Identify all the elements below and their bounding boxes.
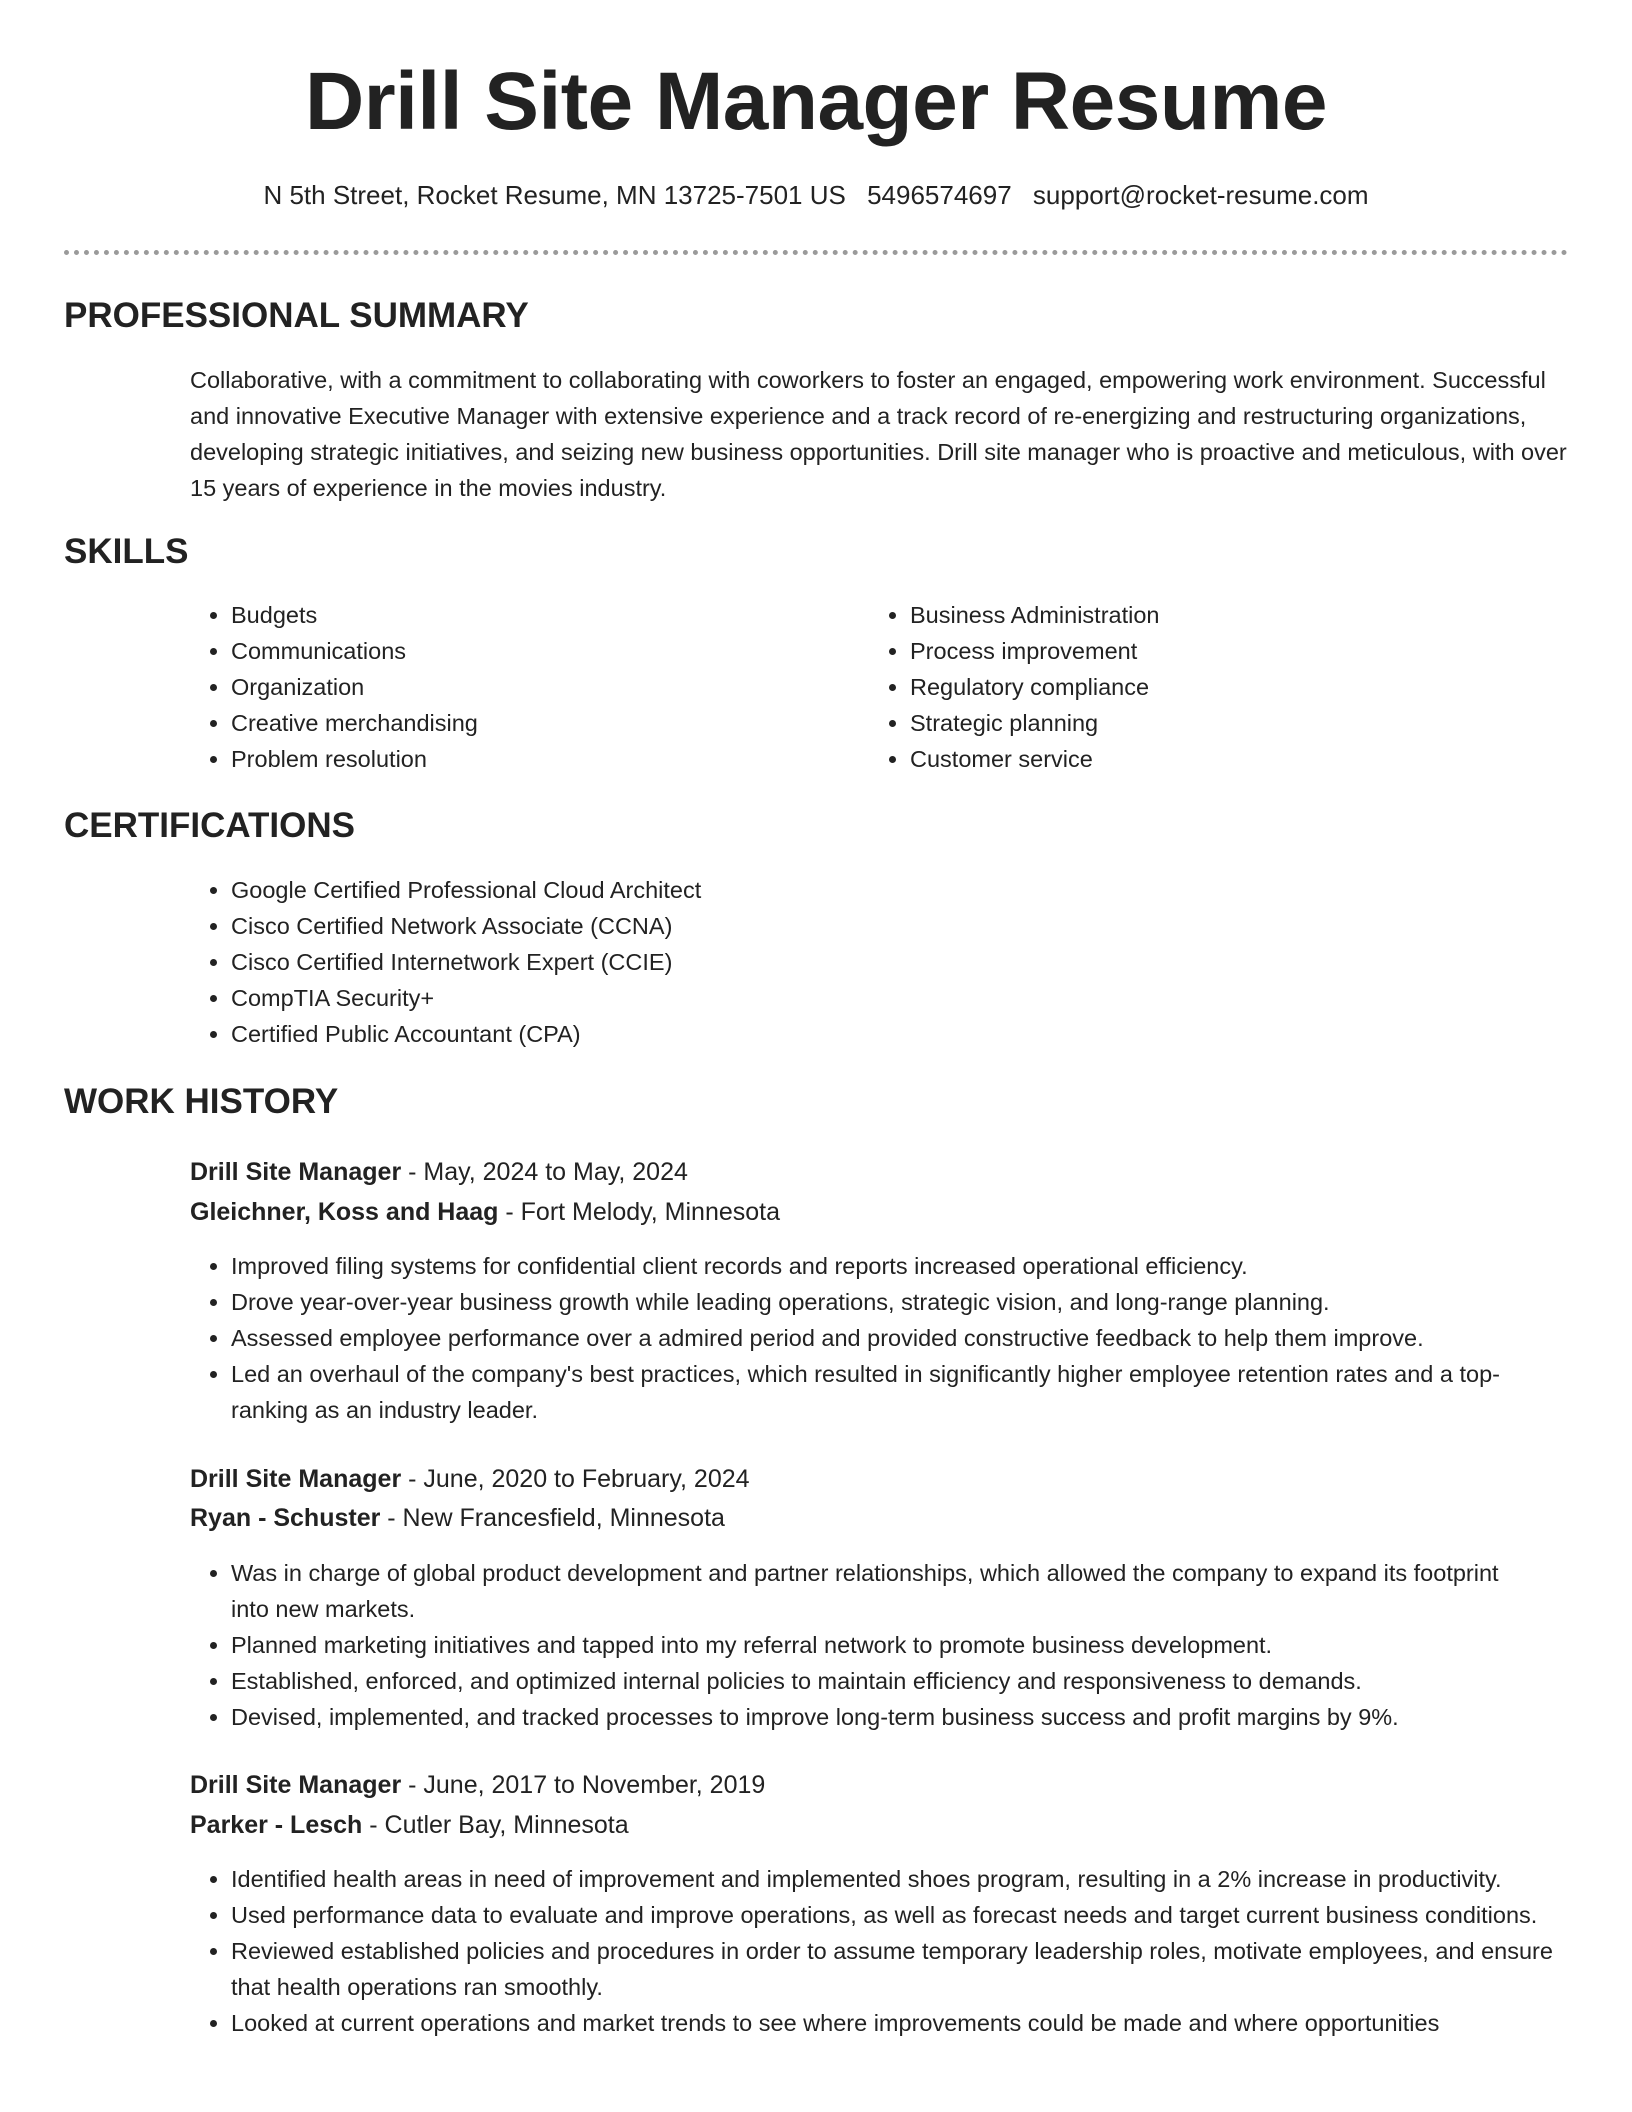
job-dates: - June, 2017 to November, 2019 bbox=[401, 1771, 766, 1799]
job-bullet: • Assessed employee performance over a admired period and provided constructive feedback to help them improve. bbox=[231, 1320, 1571, 1356]
skills-list-left bbox=[187, 597, 791, 777]
skill-item: • Organization bbox=[231, 669, 791, 705]
job-title-line bbox=[190, 1154, 688, 1190]
job-title: Drill Site Manager bbox=[190, 1465, 402, 1493]
skill-item: • Problem resolution bbox=[231, 741, 791, 777]
job-bullet: • Was in charge of global product development and partner relationships, which allowed the company to expand its footprint into new markets. bbox=[231, 1555, 1531, 1627]
certification-item: • Cisco Certified Internetwork Expert (CCIE) bbox=[231, 944, 1531, 980]
job-bullet: • Drove year-over-year business growth while leading operations, strategic vision, and long-range planning. bbox=[231, 1284, 1571, 1320]
summary-heading: PROFESSIONAL SUMMARY bbox=[64, 296, 529, 335]
skill-item: • Communications bbox=[231, 633, 791, 669]
job-bullet: • Established, enforced, and optimized internal policies to maintain efficiency and responsiveness to demands. bbox=[231, 1663, 1531, 1699]
skill-item: • Business Administration bbox=[910, 597, 1510, 633]
contact-email: support@rocket-resume.com bbox=[1032, 180, 1369, 210]
skill-item: • Budgets bbox=[231, 597, 791, 633]
job-location: - New Francesfield, Minnesota bbox=[380, 1504, 725, 1532]
contact-address: N 5th Street, Rocket Resume, MN 13725-7501 US bbox=[263, 180, 846, 210]
skills-list-right bbox=[866, 597, 1510, 777]
job-bullet: • Identified health areas in need of improvement and implemented shoes program, resulting in a 2% increase in productivity. bbox=[231, 1861, 1561, 1897]
job-company: Parker - Lesch bbox=[190, 1811, 363, 1839]
job-title: Drill Site Manager bbox=[190, 1158, 402, 1186]
job-company-line bbox=[190, 1194, 780, 1230]
job-bullet: • Looked at current operations and market trends to see where improvements could be made and where opportunities bbox=[231, 2005, 1561, 2041]
header-divider bbox=[64, 250, 1568, 255]
certification-item: • CompTIA Security+ bbox=[231, 980, 1531, 1016]
certifications-list bbox=[187, 872, 1531, 1052]
job-company: Gleichner, Koss and Haag bbox=[190, 1198, 499, 1226]
job-bullet: • Devised, implemented, and tracked processes to improve long-term business success and profit margins by 9%. bbox=[231, 1699, 1531, 1735]
certification-item: • Google Certified Professional Cloud Architect bbox=[231, 872, 1531, 908]
skill-item: • Customer service bbox=[910, 741, 1510, 777]
certification-item: • Certified Public Accountant (CPA) bbox=[231, 1016, 1531, 1052]
skill-item: • Process improvement bbox=[910, 633, 1510, 669]
skills-heading: SKILLS bbox=[64, 532, 189, 571]
contact-line bbox=[0, 180, 1632, 211]
job-bullets bbox=[187, 1555, 1531, 1735]
summary-text: Collaborative, with a commitment to collaborating with coworkers to foster an engaged, empowering work environment. Successful and innovative Executive Manager with extensive experience and a track record of re-energizing and restructuring organizations, developing strategic initiatives, and seizing new business opportunities. Drill site manager who is proactive and meticulous, with over 15 years of experience in the movies industry. bbox=[190, 367, 1567, 501]
certifications-heading: CERTIFICATIONS bbox=[64, 806, 356, 845]
skill-item: • Creative merchandising bbox=[231, 705, 791, 741]
skill-item: • Regulatory compliance bbox=[910, 669, 1510, 705]
job-bullet: • Improved filing systems for confidential client records and reports increased operational efficiency. bbox=[231, 1248, 1571, 1284]
job-title: Drill Site Manager bbox=[190, 1771, 402, 1799]
job-bullet: • Reviewed established policies and procedures in order to assume temporary leadership roles, motivate employees, and ensure that health operations ran smoothly. bbox=[231, 1933, 1561, 2005]
job-bullet: • Planned marketing initiatives and tapped into my referral network to promote business development. bbox=[231, 1627, 1531, 1663]
job-company: Ryan - Schuster bbox=[190, 1504, 381, 1532]
job-bullet: • Led an overhaul of the company's best practices, which resulted in significantly higher employee retention rates and a top-ranking as an industry leader. bbox=[231, 1356, 1571, 1428]
job-location: - Fort Melody, Minnesota bbox=[498, 1198, 781, 1226]
job-location: - Cutler Bay, Minnesota bbox=[362, 1811, 629, 1839]
resume-title: Drill Site Manager Resume bbox=[305, 56, 1327, 147]
job-bullets bbox=[187, 1861, 1561, 2041]
skill-item: • Strategic planning bbox=[910, 705, 1510, 741]
job-dates: - June, 2020 to February, 2024 bbox=[401, 1465, 750, 1493]
contact-phone: 5496574697 bbox=[867, 180, 1012, 210]
job-title-line bbox=[190, 1767, 765, 1803]
certification-item: • Cisco Certified Network Associate (CCNA) bbox=[231, 908, 1531, 944]
job-bullet: • Used performance data to evaluate and improve operations, as well as forecast needs and target current business conditions. bbox=[231, 1897, 1561, 1933]
job-dates: - May, 2024 to May, 2024 bbox=[401, 1158, 688, 1186]
job-company-line bbox=[190, 1807, 629, 1843]
job-company-line bbox=[190, 1500, 725, 1536]
work-history-heading: WORK HISTORY bbox=[64, 1082, 339, 1121]
job-bullets bbox=[187, 1248, 1571, 1428]
job-title-line bbox=[190, 1461, 750, 1497]
